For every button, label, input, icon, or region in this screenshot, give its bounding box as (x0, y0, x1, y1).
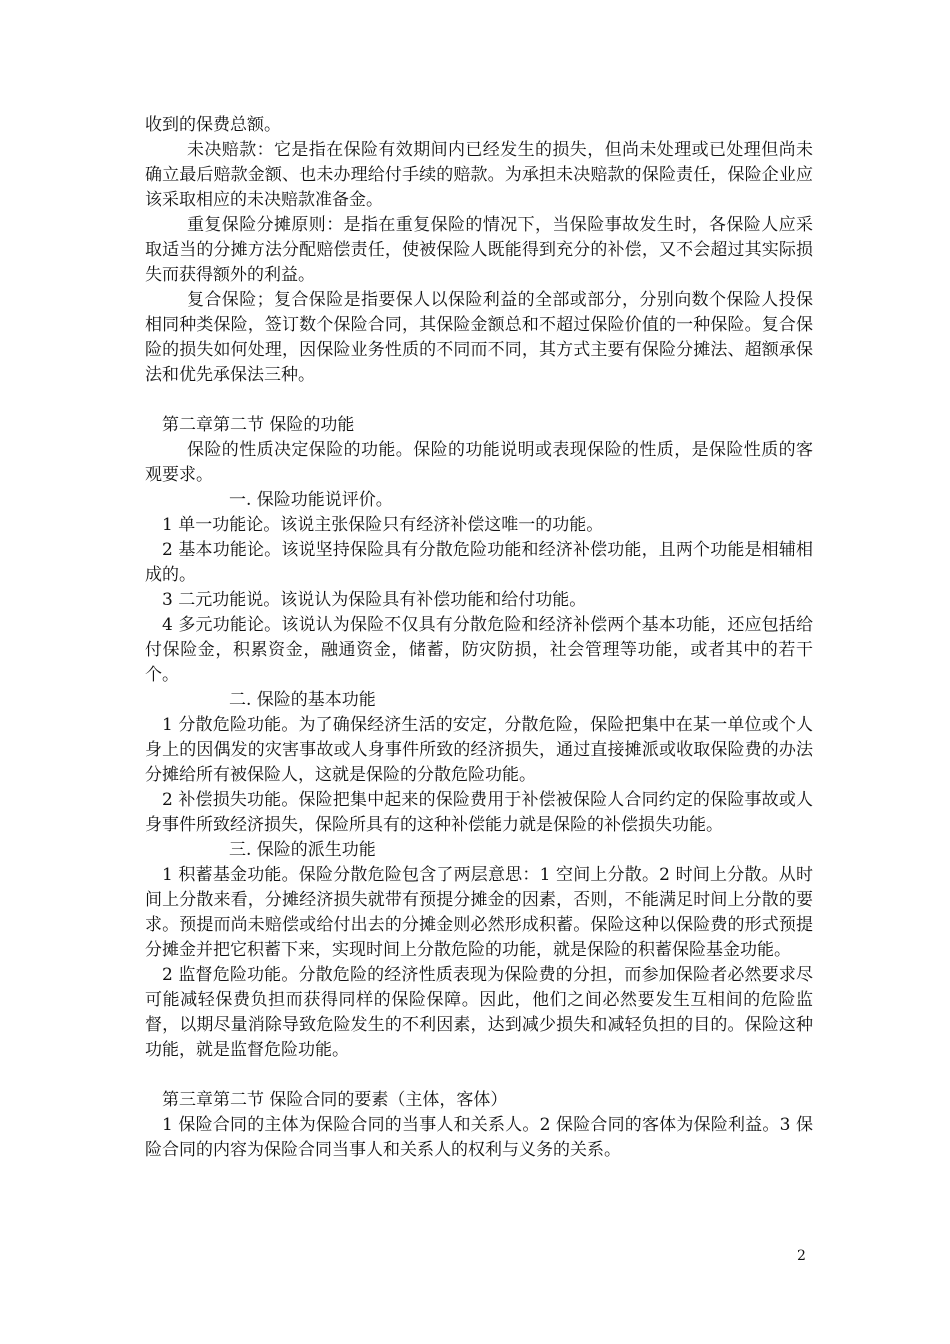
paragraph-compound-insurance: 复合保险；复合保险是指要保人以保险利益的全部或部分，分别向数个保险人投保相同种类保险，签订数个保险合同，其保险金额总和不超过保险价值的一种保险。复合保险的损失如何处理，因保险业务性质的不同而不同，其方式主要有保险分摊法、超额承保法和优先承保法三种。 (145, 290, 813, 385)
page-body (145, 113, 813, 1163)
subheading-derived-functions: 三. 保险的派生功能 (229, 840, 376, 860)
subheading-function-theories: 一. 保险功能说评价。 (229, 490, 393, 510)
list-item-loss-compensation: 2 补偿损失功能。保险把集中起来的保险费用于补偿被保险人合同约定的保险事故或人身事件所致经济损失，保险所具有的这种补偿能力就是保险的补偿损失功能。 (145, 790, 813, 835)
blank-line (145, 1063, 813, 1088)
list-item-multi-function: 4 多元功能论。该说认为保险不仅具有分散危险和经济补偿两个基本功能，还应包括给付保险金，积累资金，融通资金，储蓄，防灾防损，社会管理等功能，或者其中的若干个。 (145, 615, 813, 685)
subheading-basic-functions: 二. 保险的基本功能 (229, 690, 376, 710)
blank-line (145, 388, 813, 413)
paragraph-premium-total: 收到的保费总额。 (145, 115, 281, 135)
section-heading-insurance-functions: 第二章第二节 保险的功能 (162, 415, 355, 435)
list-item-risk-supervision: 2 监督危险功能。分散危险的经济性质表现为保险费的分担，而参加保险者必然要求尽可能减轻保费负担而获得同样的保险保障。因此，他们之间必然要发生互相间的危险监督，以期尽量消除导致危险发生的不利因素，达到减少损失和减轻负担的目的。保险这种功能，就是监督危险功能。 (145, 965, 813, 1060)
paragraph-contract-elements: 1 保险合同的主体为保险合同的当事人和关系人。2 保险合同的客体为保险利益。3 保险合同的内容为保险合同当事人和关系人的权利与义务的关系。 (145, 1115, 813, 1160)
paragraph-outstanding-claims: 未决赔款：它是指在保险有效期间内已经发生的损失，但尚未处理或已处理但尚未确立最后赔款金额、也未办理给付手续的赔款。为承担未决赔款的保险责任，保险企业应该采取相应的未决赔款准备金。 (145, 140, 813, 210)
list-item-basic-function: 2 基本功能论。该说坚持保险具有分散危险功能和经济补偿功能，且两个功能是相辅相成的。 (145, 540, 813, 585)
list-item-dual-function: 3 二元功能说。该说认为保险具有补偿功能和给付功能。 (162, 590, 587, 610)
list-item-fund-accumulation: 1 积蓄基金功能。保险分散危险包含了两层意思：1 空间上分散。2 时间上分散。从时间上分散来看，分摊经济损失就带有预提分摊金的因素，否则，不能满足时间上分散的要求。预提而尚未赔偿或给付出去的分摊金则必然形成积蓄。保险这种以保险费的形式预提分摊金并把它积蓄下来，实现时间上分散危险的功能，就是保险的积蓄保险基金功能。 (145, 865, 813, 960)
list-item-single-function: 1 单一功能论。该说主张保险只有经济补偿这唯一的功能。 (162, 515, 604, 535)
list-item-risk-spreading: 1 分散危险功能。为了确保经济生活的安定，分散危险，保险把集中在某一单位或个人身上的因偶发的灾害事故或人身事件所致的经济损失，通过直接摊派或收取保险费的办法分摊给所有被保险人，这就是保险的分散危险功能。 (145, 715, 813, 785)
section-heading-contract-elements: 第三章第二节 保险合同的要素（主体，客体） (162, 1090, 508, 1110)
paragraph-double-insurance-apportionment: 重复保险分摊原则：是指在重复保险的情况下，当保险事故发生时，各保险人应采取适当的分摊方法分配赔偿责任，使被保险人既能得到充分的补偿，又不会超过其实际损失而获得额外的利益。 (145, 215, 813, 285)
paragraph-functions-intro: 保险的性质决定保险的功能。保险的功能说明或表现保险的性质，是保险性质的客观要求。 (145, 440, 813, 485)
page-number: 2 (797, 1248, 806, 1264)
